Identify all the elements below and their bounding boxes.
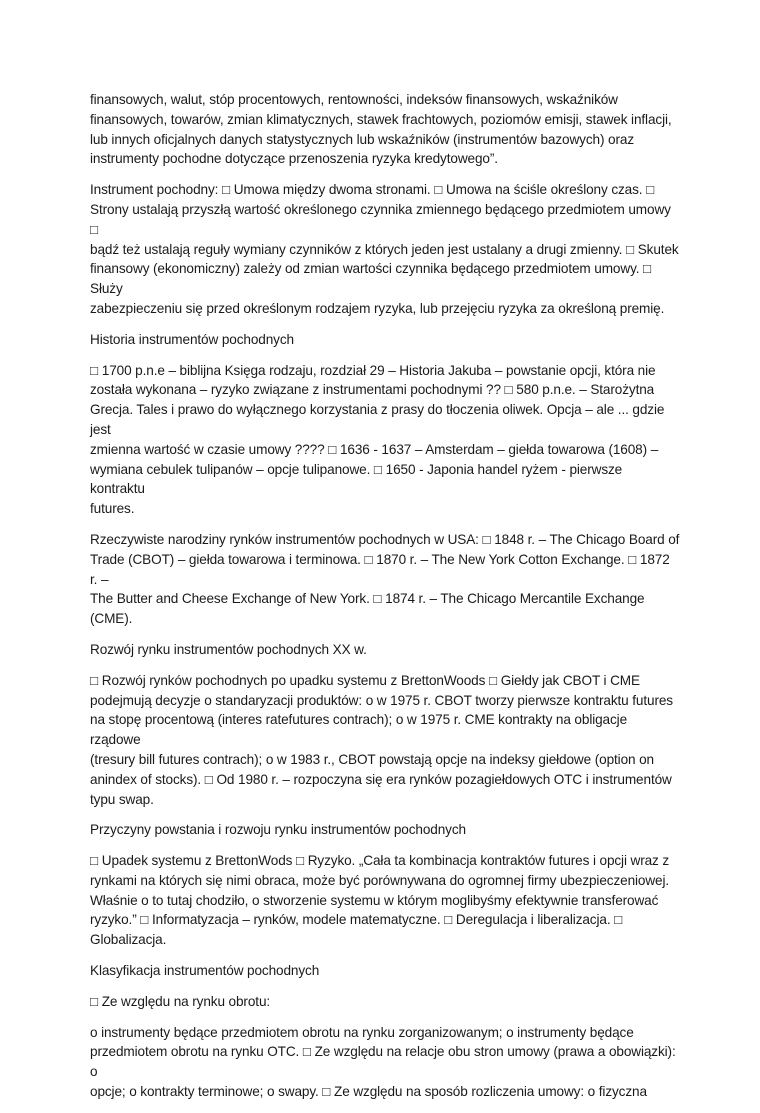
paragraph-causes: □ Upadek systemu z BrettonWods □ Ryzyko. „Cała ta kombinacja kontraktów futures i opcji wraz z rynkami na których się nimi obraca, może być porównywana do ogromnej firmy ubezpieczeniowej. Właśnie o to tutaj chodziło, o stworzenie systemu w którym moglibyśmy efektywnie transferować ryzyko.” □ Informatyzacja – rynków, modele matematyczne. □ Deregulacja i liberalizacja. □ Globalizacja.	[90, 853, 670, 948]
heading-classification: Klasyfikacja instrumentów pochodnych	[90, 963, 320, 979]
paragraph-usa-birth: Rzeczywiste narodziny rynków instrumentów pochodnych w USA: □ 1848 r. – The Chicago Board of Trade (CBOT) – giełda towarowa i terminowa. □ 1870 r. – The New York Cotton Exchange. □ 1872 r. – The Butter and Cheese Exchange of New York. □ 1874 r. – The Chicago Mercantile Exchange (CME).	[90, 531, 680, 627]
paragraph-classification-details: o instrumenty będące przedmiotem obrotu na rynku zorganizowanym; o instrumenty będące przedmiotem obrotu na rynku OTC. □ Ze względu na relacje obu stron umowy (prawa a obowiązki): o opcje; o kontrakty terminowe; o swapy. □ Ze względu na sposób rozliczenia umowy: o fizyczna	[90, 1024, 676, 1100]
heading-causes: Przyczyny powstania i rozwoju rynku instrumentów pochodnych	[90, 822, 466, 838]
heading-development-xx: Rozwój rynku instrumentów pochodnych XX w.	[90, 641, 367, 657]
paragraph-market-criterion: □ Ze względu na rynku obrotu:	[90, 993, 271, 1009]
heading-history: Historia instrumentów pochodnych	[90, 331, 294, 347]
paragraph-development: □ Rozwój rynków pochodnych po upadku systemu z BrettonWoods □ Giełdy jak CBOT i CME podejmują decyzje o standaryzacji produktów: o w 1975 r. CBOT tworzy pierwsze kontraktu futures na stopę procentową (interes ratefutures contrach); o w 1975 r. CME kontrakty na obligacje rządowe (tresury bill futures contrach); o w 1983 r., CBOT powstają opcje na indeksy giełdowe (option on anindex of stocks). □ Od 1980 r. – rozpoczyna się era rynków pozagiełdowych OTC i instrumentów typu swap.	[90, 672, 673, 807]
paragraph-definition-continued: finansowych, walut, stóp procentowych, rentowności, indeksów finansowych, wskaźników finansowych, towarów, zmian klimatycznych, stawek frachtowych, poziomów emisji, stawek inflacji, lub innych oficjalnych danych statystycznych lub wskaźników (instrumentów bazowych) oraz instrumenty pochodne dotyczące przenoszenia ryzyka kredytowego”.	[90, 92, 672, 167]
document-body	[90, 90, 680, 1113]
paragraph-history: □ 1700 p.n.e – biblijna Księga rodzaju, rozdział 29 – Historia Jakuba – powstanie opcji, która nie została wykonana – ryzyko związane z instrumentami pochodnymi ?? □ 580 p.n.e. – Starożytna Grecja. Tales i prawo do wyłącznego korzystania z prasy do tłoczenia oliwek. Opcja – ale ... gdzie jest zmienna wartość w czasie umowy ???? □ 1636 - 1637 – Amsterdam – giełda towarowa (1608) – wymiana cebulek tulipanów – opcje tulipanowe. □ 1650 - Japonia handel ryżem - pierwsze kontraktu futures.	[90, 362, 665, 517]
paragraph-derivative-instrument: Instrument pochodny: □ Umowa między dwoma stronami. □ Umowa na ściśle określony czas. □ Strony ustalają przyszłą wartość określonego czynnika zmiennego będącego przedmiotem umowy □ bądź też ustalają reguły wymiany czynników z których jeden jest ustalany a drugi zmienny. □ Skutek finansowy (ekonomiczny) zależy od zmian wartości czynnika będącego przedmiotem umowy. □ Służy zabezpieczeniu się przed określonym rodzajem ryzyka, lub przejęciu ryzyka za określoną premię.	[90, 182, 679, 316]
